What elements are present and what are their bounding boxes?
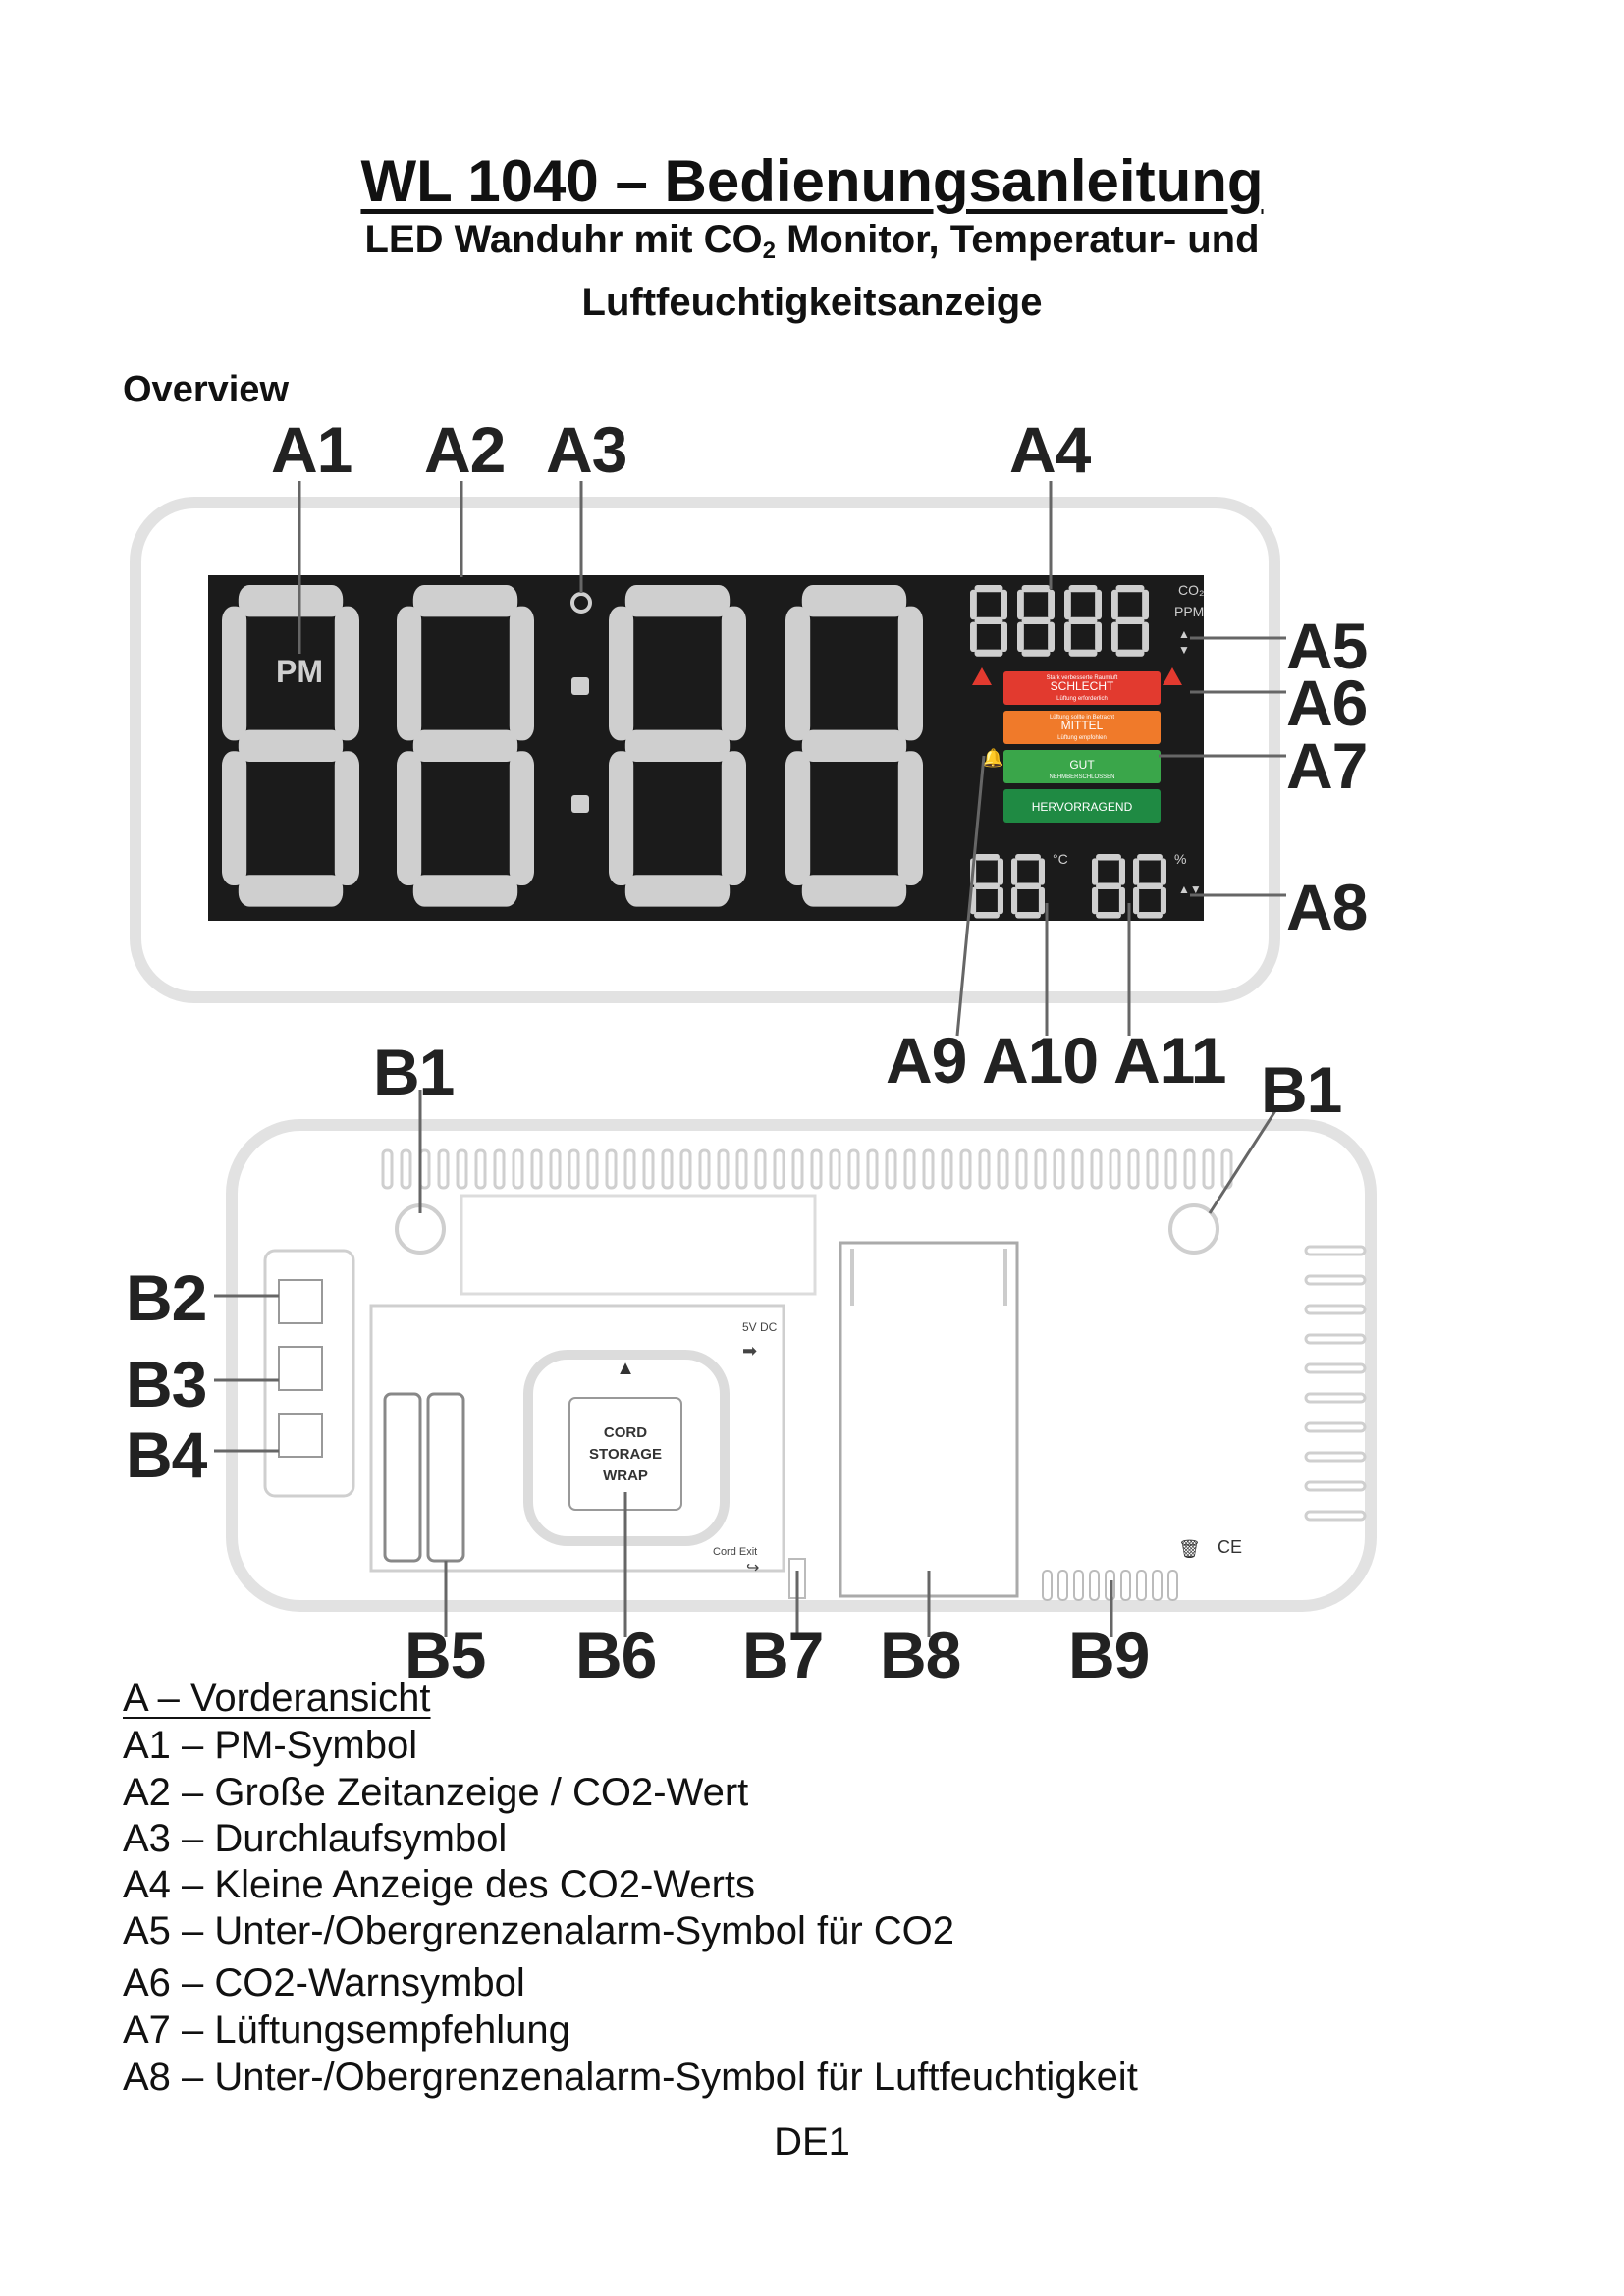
status-bar-bottom-text: Lüftung empfohlen: [1057, 735, 1107, 741]
status-bar-bottom-text: Lüftung erforderlich: [1056, 696, 1108, 702]
ce-mark: CE: [1218, 1537, 1243, 1557]
legend-heading: A – Vorderansicht: [123, 1677, 431, 1720]
callout-a6: A6: [1286, 667, 1368, 739]
cord-exit-label: Cord Exit: [713, 1546, 758, 1558]
humidity-alarm-icon: ▲▼: [1178, 882, 1202, 896]
ppm-label: PPM: [1174, 604, 1205, 619]
callout-a8: A8: [1286, 871, 1368, 943]
cord-exit-arrow-icon: ↪: [746, 1560, 760, 1576]
legend-item: A4 – Kleine Anzeige des CO2-Werts: [123, 1863, 756, 1906]
callout-a7: A7: [1286, 729, 1368, 802]
callout-b5: B5: [405, 1619, 486, 1691]
legend-item: A6 – CO2-Warnsymbol: [123, 1961, 525, 2004]
status-bar-label: HERVORRAGEND: [1031, 800, 1133, 814]
weee-bin-icon: 🗑: [1178, 1539, 1201, 1559]
co2-alarm-icon: ▲: [1178, 627, 1190, 641]
co2-alarm-icon-low: ▼: [1178, 643, 1190, 657]
callout-b1-right: B1: [1261, 1053, 1342, 1126]
status-bar-top-text: Stark verbesserte Raumluft: [1046, 675, 1118, 681]
pm-indicator: PM: [276, 654, 323, 689]
callout-b7: B7: [742, 1619, 824, 1691]
callout-a3: A3: [546, 413, 627, 486]
callout-a5: A5: [1286, 610, 1368, 682]
callout-a1: A1: [271, 413, 352, 486]
dc-arrow-icon: ➡: [742, 1341, 758, 1361]
legend-item: A1 – PM-Symbol: [123, 1724, 418, 1767]
callout-a9: A9: [886, 1024, 967, 1096]
status-bar-bottom-text: NEHMBERSCHLOSSEN: [1049, 774, 1115, 780]
status-bar-top-text: Lüftung sollte in Betracht: [1049, 715, 1115, 721]
legend-item: A7 – Lüftungsempfehlung: [123, 2008, 570, 2052]
back-view: [214, 1090, 1371, 1637]
cord-wrap-line2: STORAGE: [589, 1446, 662, 1463]
callout-b4: B4: [126, 1418, 207, 1491]
cord-wrap-line1: CORD: [603, 1424, 648, 1441]
subtitle-text: LED Wanduhr mit CO: [364, 218, 763, 261]
callout-a2: A2: [424, 413, 506, 486]
cord-wrap-line3: WRAP: [603, 1468, 648, 1484]
front-view: [135, 481, 1286, 1036]
legend-item: A3 – Durchlaufsymbol: [123, 1817, 508, 1860]
callout-b3: B3: [126, 1348, 207, 1420]
callout-b6: B6: [575, 1619, 657, 1691]
bell-icon: 🔔: [982, 748, 1004, 768]
co2-label: CO₂: [1178, 582, 1205, 598]
callout-a4: A4: [1009, 413, 1091, 486]
dc-input-label: 5V DC: [742, 1320, 778, 1334]
legend-item: A2 – Große Zeitanzeige / CO2-Wert: [123, 1771, 749, 1814]
overview-heading: Overview: [123, 369, 289, 410]
callout-a10: A10: [982, 1024, 1099, 1096]
callout-a11: A11: [1113, 1024, 1226, 1096]
celsius-unit: °C: [1053, 851, 1068, 867]
callout-b1-left: B1: [373, 1036, 455, 1108]
legend-item: A8 – Unter-/Obergrenzenalarm-Symbol für Luftfeuchtigkeit: [123, 2056, 1138, 2099]
callout-b9: B9: [1068, 1619, 1150, 1691]
subtitle-subscript: 2: [762, 238, 776, 264]
subtitle-line2: Luftfeuchtigkeitsanzeige: [581, 281, 1043, 324]
page-number: DE1: [774, 2120, 850, 2163]
callout-b2: B2: [126, 1261, 207, 1334]
page-title: WL 1040 – Bedienungsanleitung: [360, 148, 1264, 214]
arrow-up-icon: ▲: [616, 1358, 635, 1379]
status-bar-label: MITTEL: [1060, 719, 1104, 732]
status-bar-label: SCHLECHT: [1050, 679, 1114, 693]
percent-unit: %: [1174, 851, 1187, 867]
legend-item: A5 – Unter-/Obergrenzenalarm-Symbol für CO2: [123, 1909, 954, 1952]
status-bar-label: GUT: [1069, 758, 1095, 772]
callout-b8: B8: [880, 1619, 961, 1691]
subtitle-text-cont: Monitor, Temperatur- und: [775, 218, 1260, 261]
